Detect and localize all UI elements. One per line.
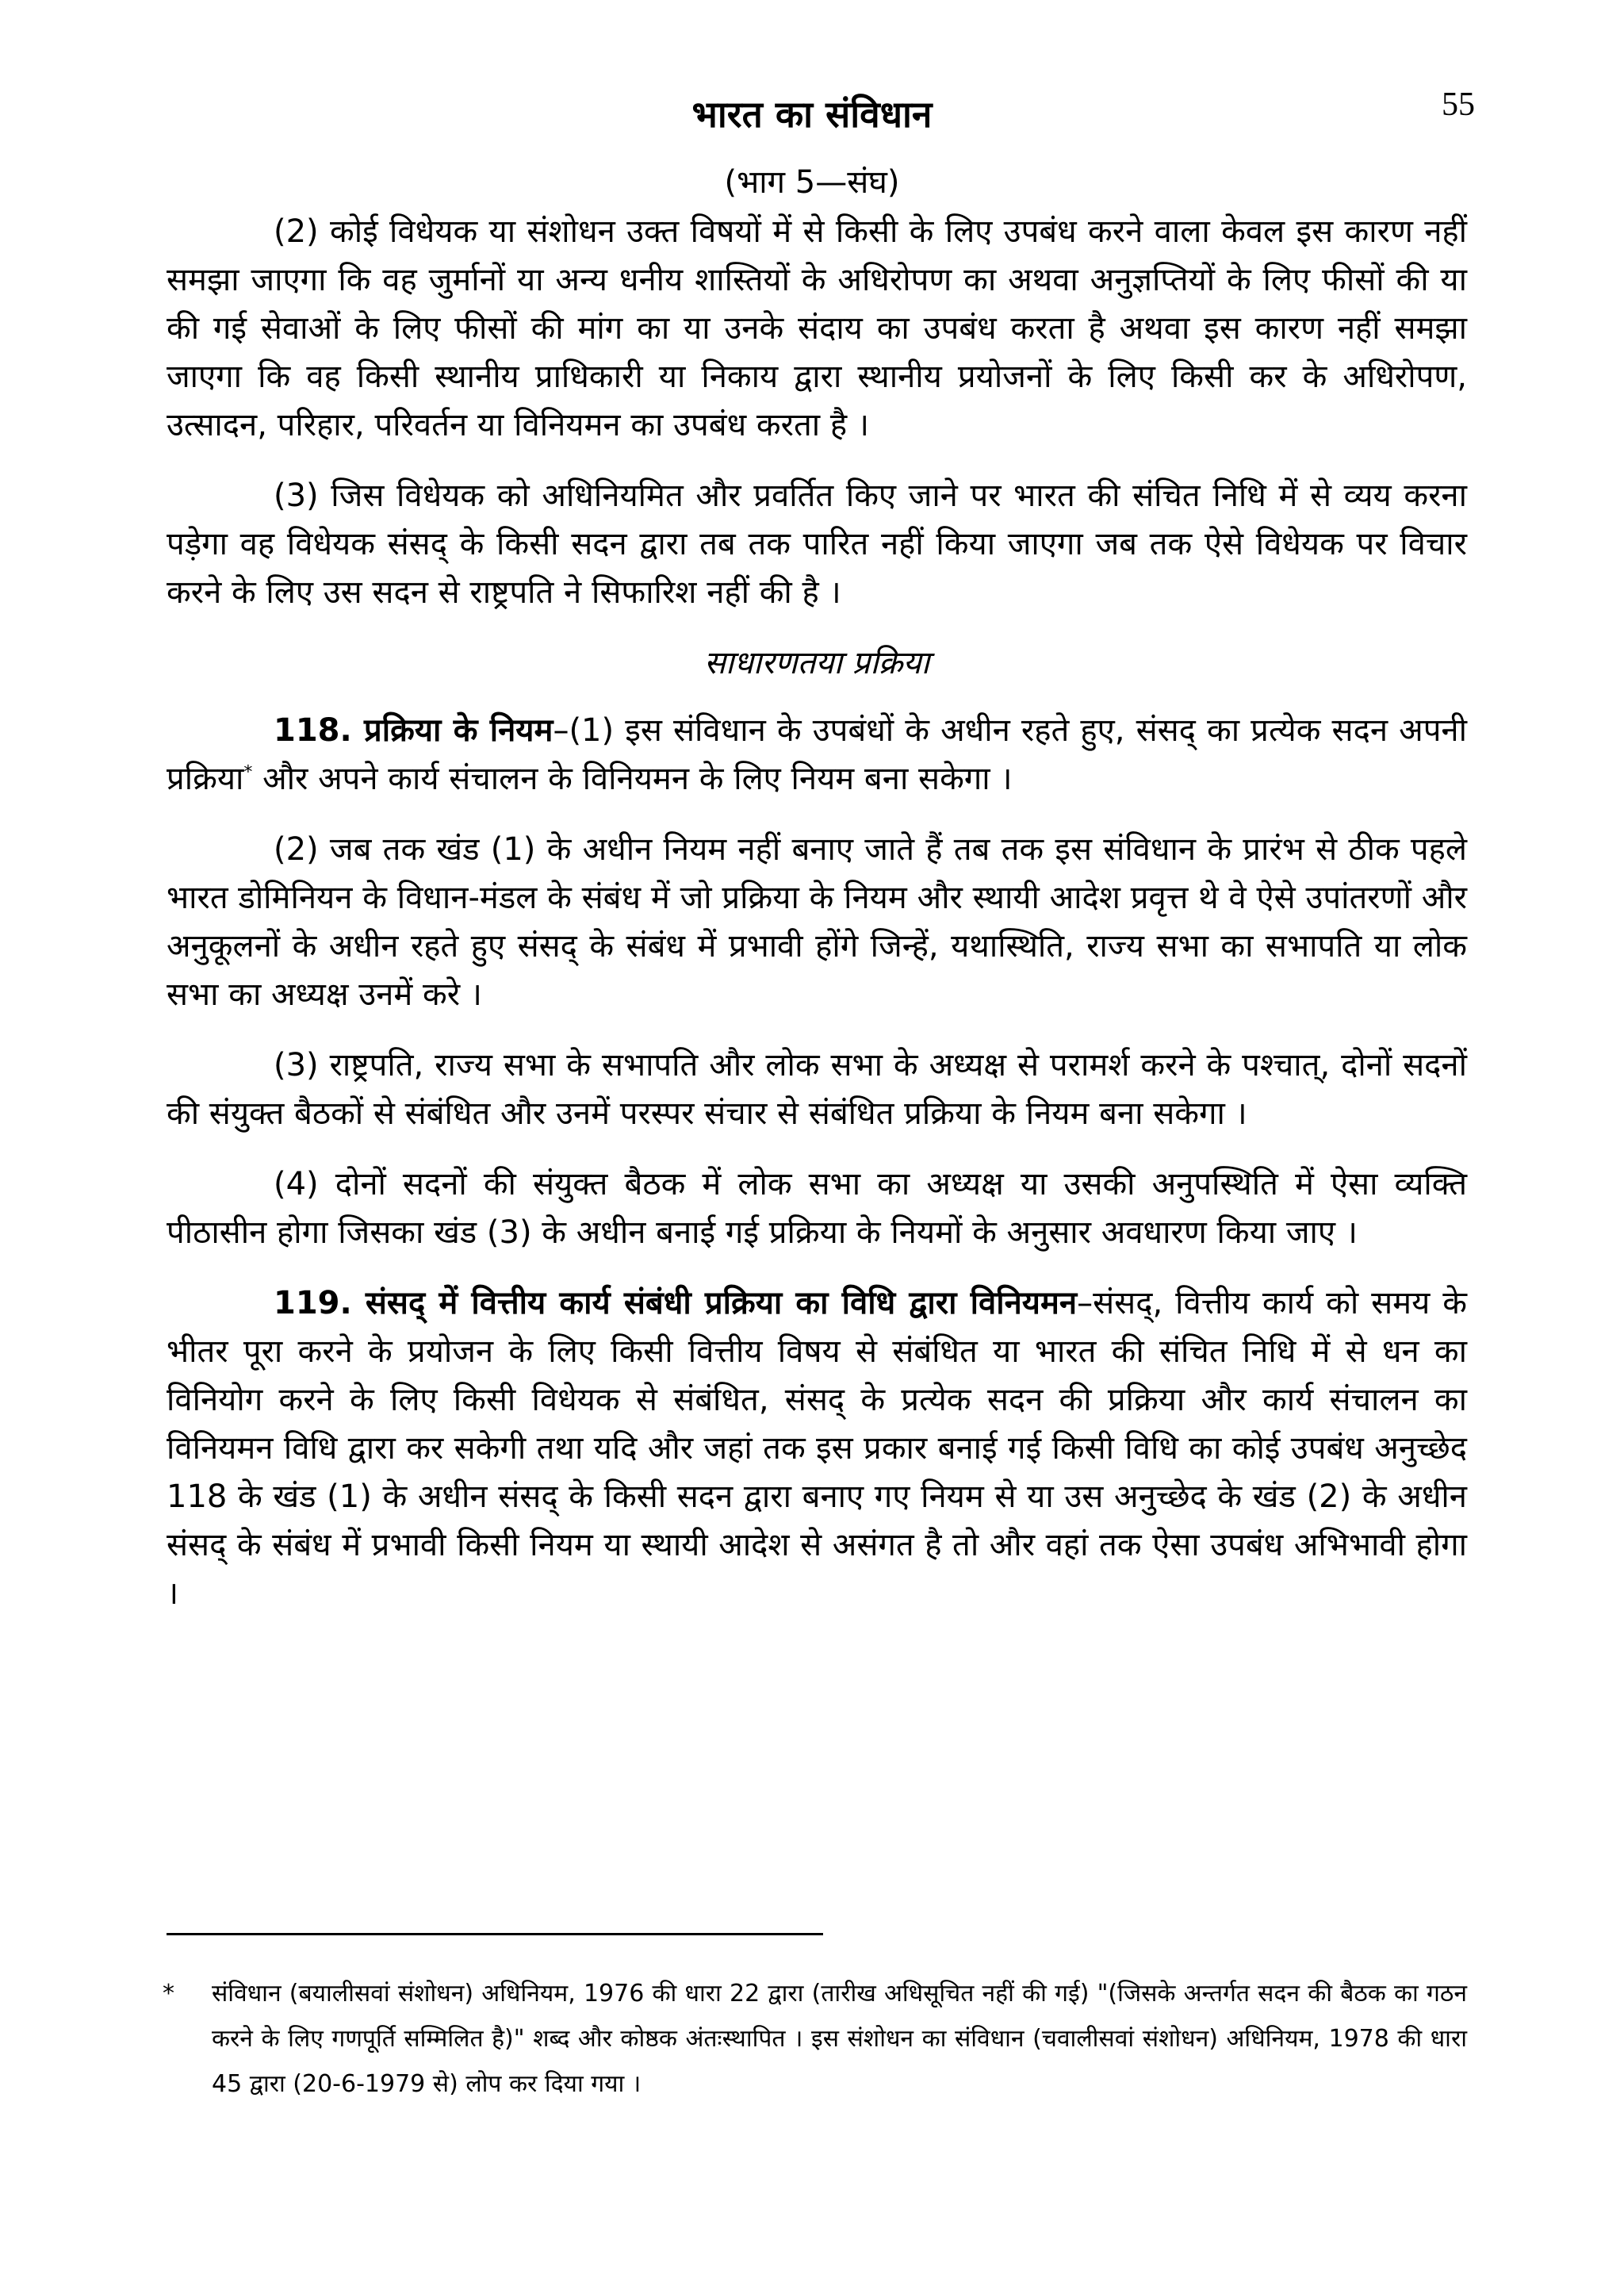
article-119-paragraph xyxy=(167,1279,1467,1618)
footnote-reference: * xyxy=(243,762,253,783)
clause-3-paragraph: (3) जिस विधेयक को अधिनियमित और प्रवर्तित किए जाने पर भारत की संचित निधि में से व्यय करना पड़ेगा वह विधेयक संसद् के किसी सदन द्वारा तब तक पारित नहीं किया जाएगा जब तक ऐसे विधेयक पर विचार करने के लिए उस सदन से राष्ट्रपति ने सिफारिश नहीं की है । xyxy=(167,477,1467,611)
article-118-clause-2: (2) जब तक खंड (1) के अधीन नियम नहीं बनाए जाते हैं तब तक इस संविधान के प्रारंभ से ठीक पहले भारत डोमिनियन के विधान-मंडल के संबंध में जो प्रक्रिया के नियम और स्थायी आदेश प्रवृत्त थे वे ऐसे उपांतरणों और अनुकूलनों के अधीन रहते हुए संसद् के संबंध में प्रभावी होंगे जिन्हें, यथास्थिति, राज्य सभा का सभापति या लोक सभा का अध्यक्ष उनमें करे । xyxy=(167,831,1467,1013)
part-subtitle: (भाग 5—संघ) xyxy=(724,164,900,201)
section-heading: साधारणतया प्रक्रिया xyxy=(703,645,930,681)
page-number: 55 xyxy=(1442,86,1475,123)
article-118-text-a: –(1) इस संविधान के उपबंधों के अधीन रहते हुए, संसद् का प्रत्येक सदन अपनी प्रक्रिया xyxy=(167,712,1467,797)
article-118-title: 118. प्रक्रिया के नियम xyxy=(274,712,553,749)
article-118-clause-4: (4) दोनों सदनों की संयुक्त बैठक में लोक सभा का अध्यक्ष या उसकी अनुपस्थिति में ऐसा व्यक्ति पीठासीन होगा जिसका खंड (3) के अधीन बनाई गई प्रक्रिया के नियमों के अनुसार अवधारण किया जाए । xyxy=(167,1166,1467,1251)
footnote xyxy=(163,1971,1467,2107)
page-title: भारत का संविधान xyxy=(691,93,933,136)
article-118-text-b: और अपने कार्य संचालन के विनियमन के लिए नियम बना सकेगा । xyxy=(252,761,1013,797)
footnote-divider xyxy=(167,1933,823,1935)
document-body xyxy=(167,208,1467,1640)
article-119-title: 119. संसद् में वित्तीय कार्य संबंधी प्रक्रिया का विधि द्वारा विनियमन xyxy=(274,1285,1078,1321)
clause-2-paragraph: (2) कोई विधेयक या संशोधन उक्त विषयों में से किसी के लिए उपबंध करने वाला केवल इस कारण नहीं समझा जाएगा कि वह जुर्मानों या अन्य धनीय शास्तियों के अधिरोपण का अथवा अनुज्ञप्तियों के लिए फीसों की या की गई सेवाओं के लिए फीसों की मांग का या उनके संदाय का उपबंध करता है अथवा इस कारण नहीं समझा जाएगा कि वह किसी स्थानीय प्राधिकारी या निकाय द्वारा स्थानीय प्रयोजनों के लिए किसी कर के अधिरोपण, उत्सादन, परिहार, परिवर्तन या विनियमन का उपबंध करता है । xyxy=(167,213,1467,443)
article-118-clause-1 xyxy=(167,707,1467,803)
article-119-text: –संसद्, वित्तीय कार्य को समय के भीतर पूरा करने के प्रयोजन के लिए किसी वित्तीय विषय से संबंधित या भारत की संचित निधि में से धन का विनियोग करने के लिए किसी विधेयक से संबंधित, संसद् के प्रत्येक सदन की प्रक्रिया और कार्य संचालन का विनियमन विधि द्वारा कर सकेगी तथा यदि और जहां तक इस प्रकार बनाई गई किसी विधि का कोई उपबंध अनुच्छेद 118 के खंड (1) के अधीन संसद् के किसी सदन द्वारा बनाए गए नियम से या उस अनुच्छेद के खंड (2) के अधीन संसद् के संबंध में प्रभावी किसी नियम या स्थायी आदेश से असंगत है तो और वहां तक ऐसा उपबंध अभिभावी होगा । xyxy=(167,1285,1467,1612)
footnote-text: संविधान (बयालीसवां संशोधन) अधिनियम, 1976 की धारा 22 द्वारा (तारीख अधिसूचित नहीं की गई) "(जिसके अन्तर्गत सदन की बैठक का गठन करने के लिए गणपूर्ति सम्मिलित है)" शब्द और कोष्ठक अंतःस्थापित । इस संशोधन का संविधान (चवालीसवां संशोधन) अधिनियम, 1978 की धारा 45 द्वारा (20-6-1979 से) लोप कर दिया गया । xyxy=(212,1980,1467,2098)
article-118-clause-3: (3) राष्ट्रपति, राज्य सभा के सभापति और लोक सभा के अध्यक्ष से परामर्श करने के पश्चात्, दोनों सदनों की संयुक्त बैठकों से संबंधित और उनमें परस्पर संचार से संबंधित प्रक्रिया के नियम बना सकेगा । xyxy=(167,1047,1467,1132)
footnote-marker: * xyxy=(163,1980,174,2007)
